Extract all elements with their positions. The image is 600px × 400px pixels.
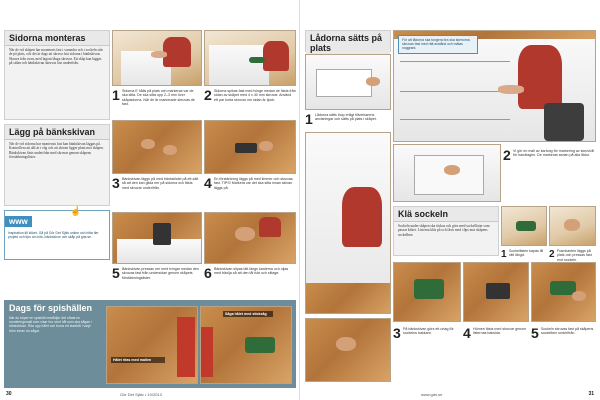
photo-step2 (204, 30, 296, 86)
photo-sockel-step3 (393, 262, 461, 322)
section-body: När de två skåpen har monterats fast i varandra och i sockeln står de på plats, och det är dags att skruva fast sidorna i bänkskivan. Skruva från ovan, med lagom långa skruvar. Ett skåp kan läggas på sidan och bänkskivan skruvas fast underifrån. (9, 48, 103, 66)
section-ladorna (305, 30, 391, 52)
step-caption: Sidorna spikas fast med tvinge medan de fästs från sidan av skåpet med 4 x 40 mm skruvar. Använd ett par korta skruvar om sidan är tjock. (214, 89, 296, 102)
callout-box: För att lådorna ska fungera bra ska skenorna skruvas fast med rätt avstånd och mätas noggrant. (398, 35, 478, 54)
step-caption: På bänkskivan görs ett urtag för sockelns bakkant. (403, 327, 454, 336)
section-title: Sidorna monteras (5, 31, 109, 46)
step-number: 2 (549, 249, 555, 260)
page-number: 30 (6, 391, 12, 397)
photo-sockel-step5 (531, 262, 596, 322)
step-number: 3 (112, 175, 120, 191)
step-caption: Bänkskivan pressas ner med tvingar medan den skruvas fast från undersidan genom skåpets förstärkningslister. (122, 267, 199, 280)
step-number: 1 (305, 111, 313, 127)
photo-sockel-step4 (463, 262, 529, 322)
footer-right (588, 391, 594, 397)
tips-title: Dags för spishällen (9, 303, 93, 313)
step-number: 5 (112, 265, 120, 281)
cursor-hand-icon: ☝ (70, 206, 82, 216)
photo-tips-1 (106, 306, 198, 384)
photo-step6 (204, 212, 296, 264)
step-number: 3 (393, 325, 401, 341)
section-title: Lägg på bänkskivan (5, 125, 109, 140)
www-box[interactable] (4, 210, 110, 260)
photo-label: Såga hålet med sticksåg (223, 311, 273, 317)
section-body: Sockeln under skåpen ska täckas och görs med sockellister som passar köket. Listerna kläs på och fästs med clips mot skåpens sockelben. (398, 224, 490, 237)
footer-left (6, 391, 12, 397)
photo-drawer-step1 (305, 54, 391, 110)
step-number: 2 (503, 147, 511, 163)
footer-url: www.gds.se (421, 392, 443, 397)
step-caption: Framkanten läggs på plats och pressas fast mot sockeln. (557, 249, 592, 262)
photo-floor-detail (305, 318, 391, 382)
step-number: 4 (463, 325, 471, 341)
step-caption: Sockeln skruvas fast på skåpens sockelben underifrån. (541, 327, 594, 336)
step-caption: Sockellisten kapas till rätt längd. (509, 249, 544, 258)
photo-step5 (112, 212, 202, 264)
footer-magazine: Gör Det Själv • 10/2013 (120, 392, 162, 397)
section-kla-sockeln (393, 206, 499, 256)
section-title: Lådorna sätts på plats (306, 31, 390, 56)
section-lagg-pa-bankskivan (4, 124, 110, 206)
step-caption: Hörnen fästs med skruvar genom listernas baksida. (473, 327, 527, 336)
www-text: Inspiration till köket. Gå på Gör Det Själv online och hitta fler projekt och tips om kök, bänkskivor och skåp på gds.se. (8, 231, 99, 240)
step-number: 1 (501, 249, 507, 260)
photo-step1 (112, 30, 202, 86)
photo-person-kneeling (305, 132, 391, 314)
section-title: Klä sockeln (394, 207, 498, 222)
step-caption: Bänkskivan läggs på med bänkstödet på ett sätt så att den kan glida ner på sidorna och fästs med skruvar underifrån. (122, 177, 199, 190)
step-number: 6 (204, 265, 212, 281)
step-number: 1 (112, 87, 120, 103)
step-number: 2 (204, 87, 212, 103)
step-caption: Sidorna E hålls på plats och markeras var de ska sitta. De ska sitta upp 2–3 mm över skåpsidorna. När de är markerade skruvas de fast. (122, 89, 195, 107)
www-tag: www (5, 216, 32, 227)
photo-sockel-step2 (549, 206, 596, 246)
step-caption: En förstärkning läggs på med limmer och skruvas fast. TIPS! Markera var det ska sitta innan skivan läggs på. (214, 177, 293, 190)
photo-drawer-step2 (393, 144, 501, 202)
step-number: 5 (531, 325, 539, 341)
page-number: 31 (588, 391, 594, 397)
step-caption: Lådorna sätts ihop enligt tillverkarens anvisningar och sätts på plats i skåpet. (315, 113, 377, 122)
right-page (301, 0, 600, 400)
photo-label: Hålet ritas med mallen (111, 357, 165, 363)
step-caption: Bänkskivan slipas lätt längs kanterna och oljas med träolja så att den tål fukt och slitage. (214, 267, 289, 276)
photo-step3 (112, 120, 202, 174)
step-number: 4 (204, 175, 212, 191)
photo-sockel-step1 (501, 206, 547, 246)
photo-tips-2 (200, 306, 292, 384)
photo-step4 (204, 120, 296, 174)
photo-drawers-main (393, 30, 596, 142)
tips-text: När du köper en spishäll medföljer det oftast en monteringsmall som visar hur stort hål som ska sågas i bänkskivan. Rita upp hålet och borra ett startbål i varje hörn innan du sågar. (9, 316, 92, 333)
step-caption: Vi gör en mall av kartong för markering av skruvhål för handtagen. De markeras sedan på alla lådor. (513, 149, 595, 158)
section-body: När de två sidorna har monterats fast kan bänkskivan läggas på. Kontrollera att allt är i våg och att skivan ligger plant mot skåpen. Bänkskivan fästs underifrån med skruvar genom skåpens förstärkningslister. (9, 142, 104, 160)
section-sidorna-monteras (4, 30, 110, 120)
